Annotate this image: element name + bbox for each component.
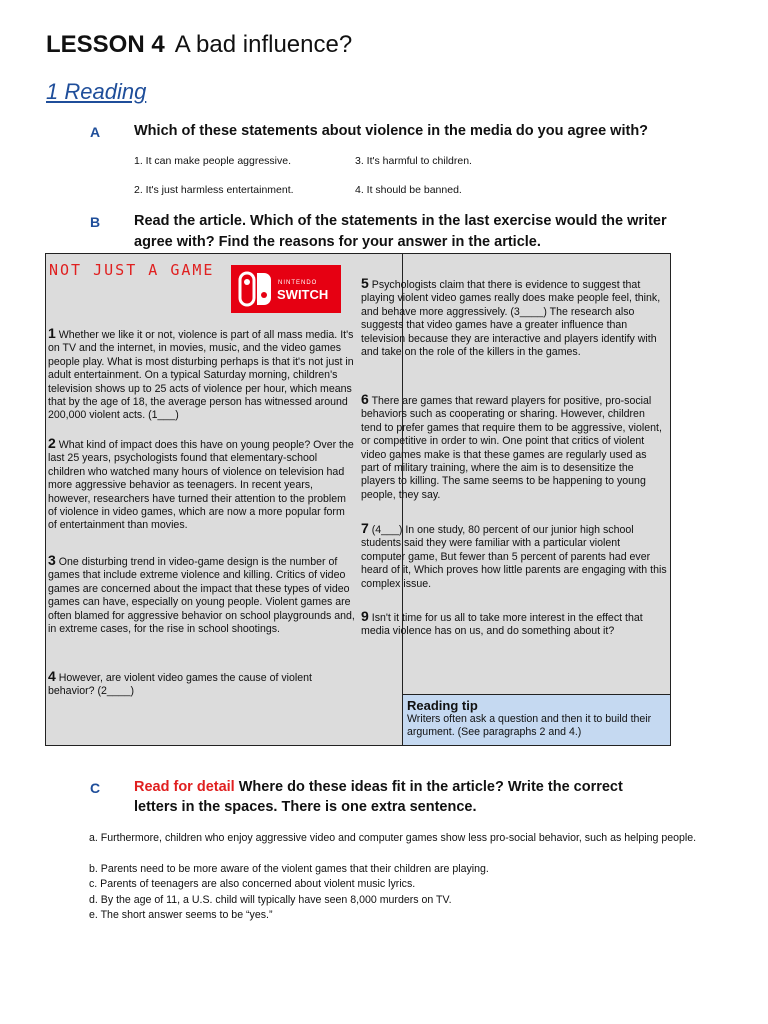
paragraph-number: 9: [361, 608, 369, 624]
paragraph-text: One disturbing trend in video-game design is the number of games that include extreme violence and killing. Critics of video games are concerned about the impact that these types of video games can have, especially on young people. Violent games are often blamed for aggressive behavior on school playgrounds and, in extreme cases, for the rise in school shootings.: [48, 556, 355, 636]
paragraph-number: 7: [361, 520, 369, 536]
reading-tip-body: Writers often ask a question and then it to build their argument. (See paragraphs 2 and 4.): [407, 713, 652, 739]
sentence-c: c. Parents of teenagers are also concerned about violent music lyrics.: [89, 878, 416, 890]
reading-tip-box: [403, 694, 670, 745]
sentence-d: d. By the age of 11, a U.S. child will typically have seen 8,000 murders on TV.: [89, 894, 452, 906]
sentence-e: e. The short answer seems to be “yes.”: [89, 909, 273, 921]
exercise-c-question-line2: letters in the spaces. There is one extra sentence.: [134, 799, 477, 815]
paragraph-7: [361, 522, 667, 591]
exercise-a-question: Which of these statements about violence in the media do you agree with?: [134, 123, 649, 139]
section-heading: 1 Reading: [46, 79, 147, 104]
lesson-heading: [46, 31, 352, 59]
paragraph-number: 2: [48, 435, 56, 451]
exercise-c-letter: C: [90, 780, 101, 796]
paragraph-text: What kind of impact does this have on young people? Over the last 25 years, psychologists found that elementary-school children who watched many hours of violence on television had more aggressive behavior as teenagers. In recent years, however, researchers have turned their attention to the problem of violence in video games, which are now a more popular form of entertainment than movies.: [48, 439, 354, 532]
exercise-c-question-text: Where do these ideas fit in the article? Write the correct: [238, 779, 623, 795]
logo-bottom-text: SWITCH: [277, 287, 329, 302]
paragraph-text: There are games that reward players for positive, pro-social behaviors such as cooperating or sharing. However, children tend to prefer games that require them to be aggressive, violent, or competitive in order to win. One point that critics of violent video games make is that these games are regularly used as part of military training, where the aim is to desensitize the players to killing. The same seems to be happening to young people, they say.: [361, 395, 662, 501]
paragraph-number: 4: [48, 668, 56, 684]
paragraph-text: Whether we like it or not, violence is part of all mass media. It's on TV and the internet, in movies, music, and the video games people play. What is most disturbing perhaps is that it's not just in adult entertainment. On a typical Saturday morning, children's television shows up to 25 acts of violence per hour, which means that by the age of 18, the average person has witnessed around 200,000 violent acts. (1___): [48, 329, 354, 422]
exercise-c-question-line1: [134, 777, 623, 798]
paragraph-9: [361, 610, 667, 639]
reading-tip-title: Reading tip: [407, 698, 478, 713]
statement-4: 4. It should be banned.: [355, 184, 462, 196]
article-box: [45, 253, 671, 746]
statement-1: 1. It can make people aggressive.: [134, 155, 292, 167]
paragraph-number: 6: [361, 391, 369, 407]
sentence-b: b. Parents need to be more aware of the violent games that their children are playing.: [89, 863, 489, 875]
paragraph-number: 5: [361, 275, 369, 291]
exercise-b-question-line2: agree with? Find the reasons for your answer in the article.: [134, 234, 541, 250]
paragraph-text: Psychologists claim that there is evidence to suggest that playing violent video games really does make people feel, think, and behave more aggressively. (3____) The research also suggests that video games have a greater influence than television because they are interactive and players identify with and take on the role of the killers in the games.: [361, 279, 661, 359]
exercise-b-question-line1: Read the article. Which of the statements in the last exercise would the writer: [134, 213, 667, 229]
paragraph-1: [48, 327, 356, 423]
statement-3: 3. It's harmful to children.: [355, 155, 472, 167]
sentence-a: a. Furthermore, children who enjoy aggressive video and computer games show less pro-social behavior, such as helping people.: [89, 832, 697, 844]
exercise-b-letter: B: [90, 214, 101, 230]
article-title: NOT JUST A GAME: [49, 261, 215, 279]
paragraph-number: 3: [48, 552, 56, 568]
paragraph-text: (4___) In one study, 80 percent of our junior high school students said they were familiar with a particular violent computer game, But fewer than 5 percent of parents had ever heard of it, Which proves how little parents are engaging with this complex issue.: [361, 524, 667, 590]
statement-2: 2. It's just harmless entertainment.: [134, 184, 294, 196]
nintendo-switch-logo: [231, 265, 341, 313]
paragraph-text: Isn't it time for us all to take more interest in the effect that media violence has on us, and do something about it?: [361, 612, 643, 638]
lesson-title: A bad influence?: [174, 31, 353, 58]
paragraph-6: [361, 393, 667, 502]
exercise-a-letter: A: [90, 124, 101, 140]
exercise-c-label: Read for detail: [134, 779, 235, 795]
paragraph-text: However, are violent video games the cause of violent behavior? (2____): [48, 672, 312, 698]
paragraph-3: [48, 554, 356, 636]
paragraph-number: 1: [48, 325, 56, 341]
logo-top-text: NINTENDO: [278, 280, 318, 286]
paragraph-2: [48, 437, 356, 533]
paragraph-4: [48, 670, 356, 699]
lesson-label: LESSON 4: [46, 31, 165, 58]
paragraph-5: [361, 277, 667, 359]
